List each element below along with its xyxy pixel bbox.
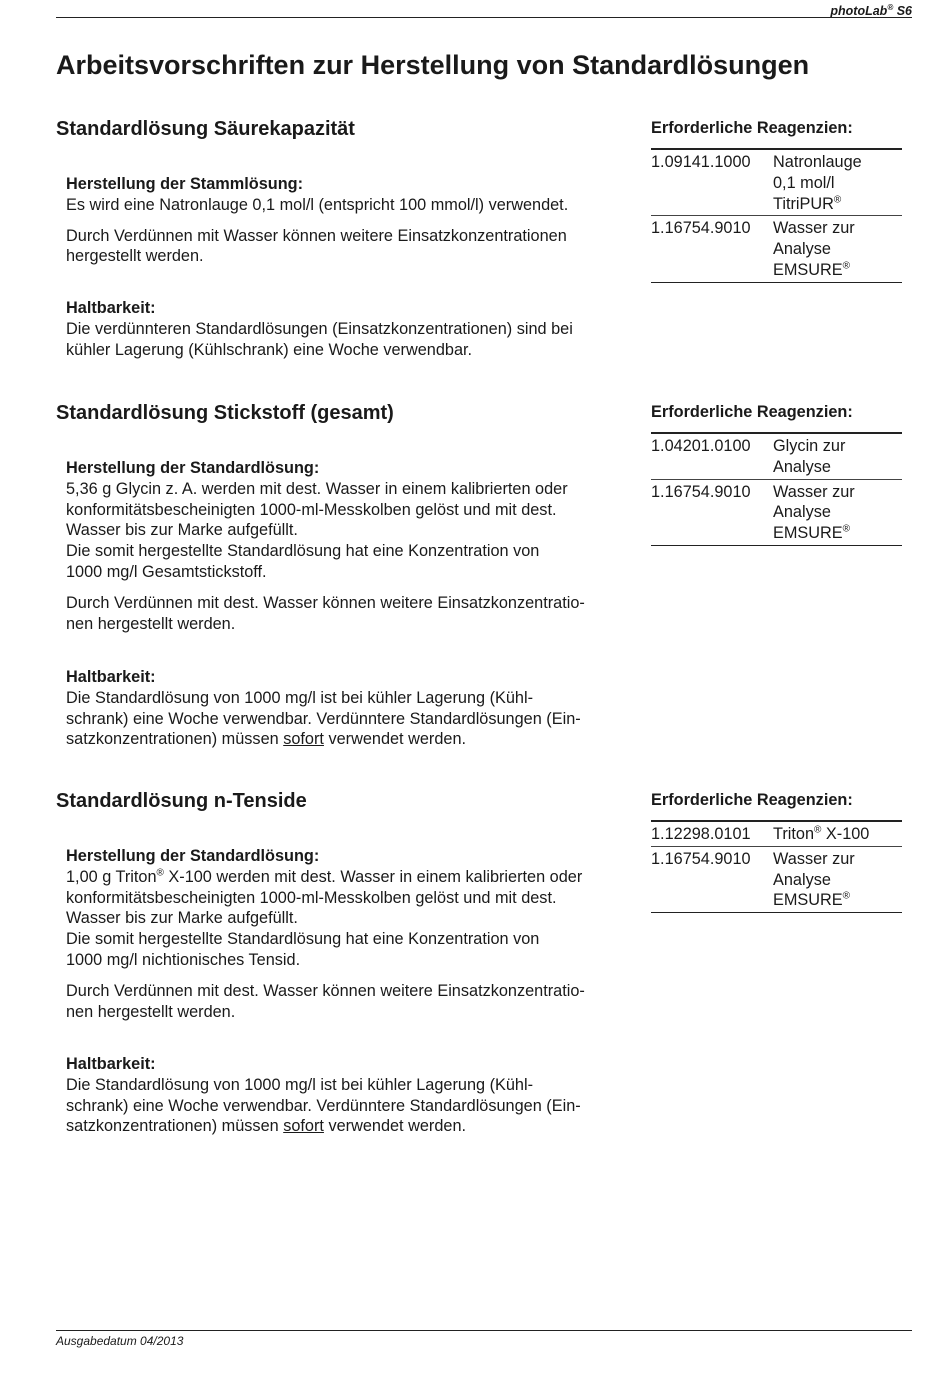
reagent-brand: EMSURE <box>773 891 843 910</box>
preparation-line: konformitätsbescheinigten 1000-ml-Messkolben gelöst und mit dest. <box>66 500 557 519</box>
reagent-code: 1.16754.9010 <box>651 219 751 238</box>
reagent-name-line: Analyse <box>773 240 831 259</box>
reagent-name-line: Analyse <box>773 503 831 522</box>
reagent-name-line <box>773 523 902 544</box>
reagent-name-line <box>773 890 902 911</box>
preparation-line: 1000 mg/l nichtionisches Tensid. <box>66 950 301 969</box>
stability-block <box>66 298 626 360</box>
preparation-block <box>66 174 626 267</box>
reagent-name <box>773 849 902 911</box>
reagent-name-line: Glycin zur <box>773 437 846 455</box>
reagent-code: 1.09141.1000 <box>651 153 751 171</box>
reagent-row <box>651 480 902 546</box>
reagent-code: 1.16754.9010 <box>651 482 751 501</box>
reagent-brand: TitriPUR <box>773 194 834 213</box>
reagents-table <box>651 432 902 546</box>
preparation-line: konformitätsbescheinigten 1000-ml-Messkolben gelöst und mit dest. <box>66 888 557 907</box>
reagent-name-line <box>773 194 902 215</box>
dilution-line: Durch Verdünnen mit Wasser können weitere Einsatzkonzentrationen <box>66 226 567 245</box>
footer-issue-date: Ausgabedatum 04/2013 <box>56 1334 184 1348</box>
reagents-heading: Erforderliche Reagenzien: <box>651 119 853 137</box>
registered-mark: ® <box>842 260 851 272</box>
preparation-text: X-100 werden mit dest. Wasser in einem kalibrierten oder <box>163 867 583 886</box>
registered-mark: ® <box>814 824 822 836</box>
reagent-row <box>651 150 902 216</box>
reagents-box <box>651 790 902 913</box>
reagent-code: 1.16754.9010 <box>651 849 751 868</box>
brand-model: S6 <box>893 4 912 19</box>
stability-line <box>66 1116 626 1137</box>
dilution-line: Durch Verdünnen mit dest. Wasser können weitere Einsatzkonzentratio- <box>66 981 585 1000</box>
reagents-heading: Erforderliche Reagenzien: <box>651 403 853 421</box>
reagent-name <box>773 152 902 214</box>
brand-registered-mark: ® <box>887 3 894 12</box>
section-title: Standardlösung Säurekapazität <box>56 118 355 140</box>
reagent-brand: EMSURE <box>773 260 843 279</box>
reagent-name-line <box>773 260 902 281</box>
reagent-name-line: 0,1 mol/l <box>773 173 835 192</box>
preparation-line: 1000 mg/l Gesamtstickstoff. <box>66 562 267 581</box>
stability-heading: Haltbarkeit: <box>66 299 156 317</box>
reagent-code: 1.12298.0101 <box>651 825 751 843</box>
registered-mark: ® <box>156 867 164 879</box>
reagent-brand: EMSURE <box>773 524 843 543</box>
stability-line: Die Standardlösung von 1000 mg/l ist bei kühler Lagerung (Kühl- <box>66 688 534 707</box>
reagent-name-line: Wasser zur <box>773 849 855 868</box>
reagent-row <box>651 434 902 480</box>
reagent-name-line <box>773 824 902 845</box>
registered-mark: ® <box>842 523 851 535</box>
page-title: Arbeitsvorschriften zur Herstellung von Standardlösungen <box>56 50 810 80</box>
preparation-block <box>66 846 626 1022</box>
reagents-box <box>651 118 902 283</box>
stability-line: Die Standardlösung von 1000 mg/l ist bei kühler Lagerung (Kühl- <box>66 1075 534 1094</box>
section-title: Standardlösung n-Tenside <box>56 790 307 812</box>
reagent-name-line: Natronlauge <box>773 153 862 171</box>
preparation-line: Die somit hergestellte Standardlösung hat eine Konzentration von <box>66 930 540 949</box>
reagents-table <box>651 820 902 913</box>
dilution-line: Durch Verdünnen mit dest. Wasser können weitere Einsatzkonzentratio- <box>66 593 585 612</box>
header-brand <box>830 3 912 18</box>
reagent-row <box>651 822 902 847</box>
stability-block <box>66 1054 626 1137</box>
reagent-name <box>773 824 902 845</box>
preparation-heading: Herstellung der Stammlösung: <box>66 175 304 193</box>
stability-text: satzkonzentrationen) müssen <box>66 1117 284 1136</box>
brand-name: photoLab <box>830 4 888 19</box>
stability-line: schrank) eine Woche verwendbar. Verdünntere Standardlösungen (Ein- <box>66 709 581 728</box>
stability-line: kühler Lagerung (Kühlschrank) eine Woche verwendbar. <box>66 340 473 359</box>
reagent-name-line: Wasser zur <box>773 482 855 501</box>
preparation-line: Wasser bis zur Marke aufgefüllt. <box>66 521 298 540</box>
dilution-line: nen hergestellt werden. <box>66 1002 236 1021</box>
reagent-name-line: Wasser zur <box>773 219 855 238</box>
reagent-name <box>773 436 902 478</box>
stability-line: Die verdünnteren Standardlösungen (Einsatzkonzentrationen) sind bei <box>66 319 573 338</box>
stability-block <box>66 667 626 750</box>
registered-mark: ® <box>842 890 851 902</box>
registered-mark: ® <box>833 194 842 206</box>
preparation-heading: Herstellung der Standardlösung: <box>66 847 320 865</box>
stability-line: schrank) eine Woche verwendbar. Verdünntere Standardlösungen (Ein- <box>66 1096 581 1115</box>
reagent-name-line: Analyse <box>773 457 831 476</box>
preparation-line: 5,36 g Glycin z. A. werden mit dest. Wasser in einem kalibrierten oder <box>66 479 568 498</box>
preparation-line: Es wird eine Natronlauge 0,1 mol/l (entspricht 100 mmol/l) verwendet. <box>66 195 569 214</box>
preparation-line: Die somit hergestellte Standardlösung hat eine Konzentration von <box>66 542 540 561</box>
stability-text: satzkonzentrationen) müssen <box>66 730 284 749</box>
dilution-line: nen hergestellt werden. <box>66 614 236 633</box>
preparation-heading: Herstellung der Standardlösung: <box>66 459 320 477</box>
reagent-brand: Triton <box>773 825 815 843</box>
reagents-box <box>651 402 902 546</box>
reagent-name <box>773 482 902 544</box>
emphasis-underlined: sofort <box>283 1117 324 1136</box>
stability-text: verwendet werden. <box>323 730 467 749</box>
stability-line <box>66 729 626 750</box>
preparation-line: Wasser bis zur Marke aufgefüllt. <box>66 909 298 928</box>
stability-text: verwendet werden. <box>323 1117 467 1136</box>
header-rule <box>56 17 912 18</box>
footer-rule <box>56 1330 912 1331</box>
reagent-row <box>651 847 902 913</box>
reagent-text: X-100 <box>821 825 870 843</box>
reagents-heading: Erforderliche Reagenzien: <box>651 791 853 809</box>
stability-heading: Haltbarkeit: <box>66 1055 156 1073</box>
preparation-line <box>66 867 626 888</box>
reagent-row <box>651 216 902 282</box>
reagent-name <box>773 218 902 280</box>
preparation-text: 1,00 g Triton <box>66 867 157 886</box>
stability-heading: Haltbarkeit: <box>66 668 156 686</box>
dilution-line: hergestellt werden. <box>66 247 204 266</box>
section-title: Standardlösung Stickstoff (gesamt) <box>56 402 394 424</box>
reagents-table <box>651 148 902 283</box>
reagent-name-line: Analyse <box>773 870 831 889</box>
reagent-code: 1.04201.0100 <box>651 437 751 455</box>
preparation-block <box>66 458 626 634</box>
emphasis-underlined: sofort <box>283 730 324 749</box>
